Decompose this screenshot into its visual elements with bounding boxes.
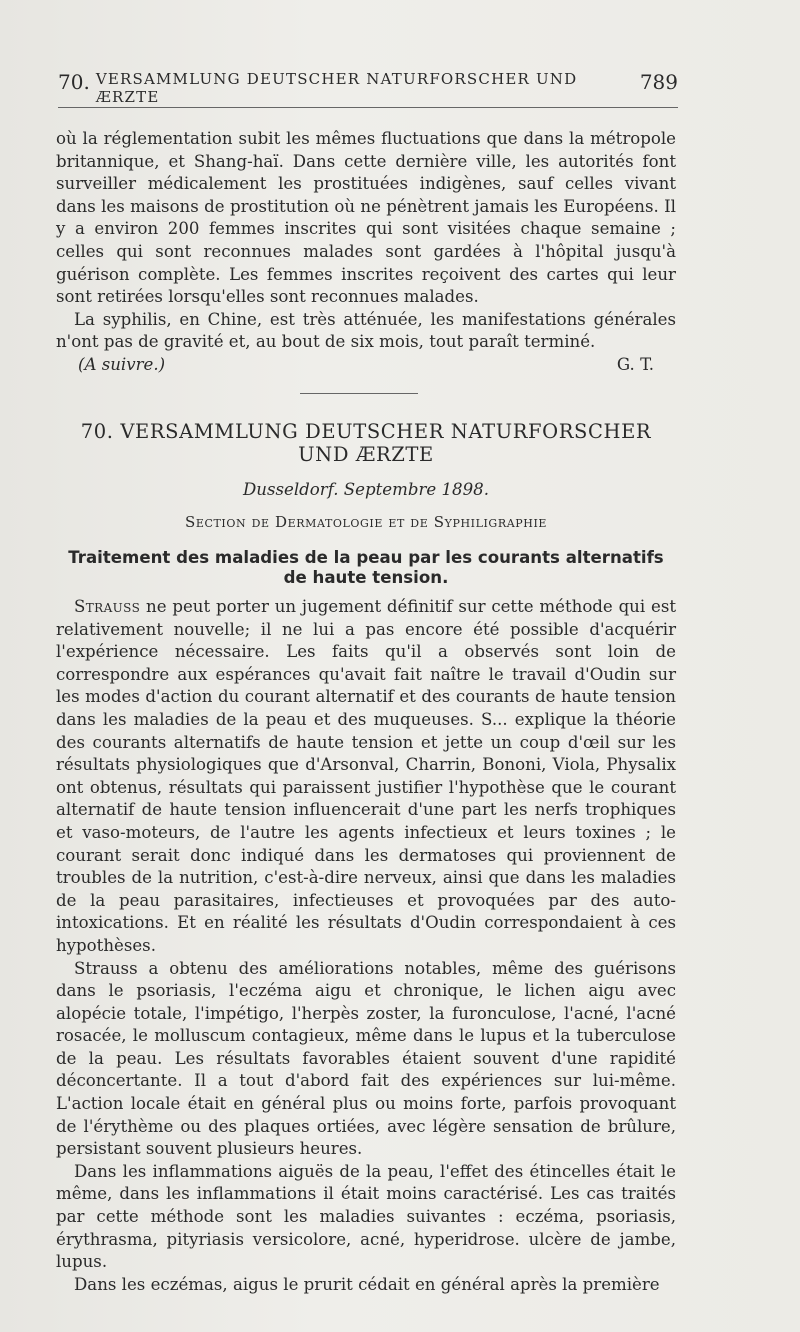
- body-paragraph-4: Dans les eczémas, aigus le prurit cédait en général après la première: [74, 1274, 660, 1294]
- article-title: 70. VERSAMMLUNG DEUTSCHER NATURFORSCHER UND ÆRZTE: [80, 420, 652, 466]
- body-paragraph-1-text: ne peut porter un jugement définitif sur cette méthode qui est relativement nouvelle; il ne lui a pas encore été possible d'acquérir l'expérience nécessaire. Les faits qu'il a observés sont loin de correspondre aux espérances qu'avait fait naître le travail d'Oudin sur les modes d'action du courant alternatif et des courants de haute tension dans les maladies de la peau et des muqueuses. S... explique la théorie des courants alternatifs de haute tension et jette un coup d'œil sur les résultats physiologiques que d'Arsonval, Charrin, Bononi, Viola, Physalix ont obtenus, résultats qui paraissent justifier l'hypothèse que le courant alternatif de haute tension influencerait d'une part les nerfs trophiques et vaso-moteurs, de l'autre les agents infectieux et leurs toxines ; le courant serait donc indiqué dans les dermatoses qui proviennent de troubles de la nutrition, c'est-à-dire nerveux, ainsi que dans les maladies de la peau parasitaires, infectieuses et provoquées par des auto-intoxications. Et en réalité les résultats d'Oudin correspondaient à ces hypothèses.: [56, 597, 676, 955]
- body-paragraph-3: Dans les inflammations aiguës de la peau, l'effet des étincelles était le même, dans les inflammations il était moins caractérisé. Les cas traités par cette méthode sont les maladies suivantes : eczéma, psoriasis, érythrasma, pityriasis versicolore, acné, hyperidrose. ulcère de jambe, lupus.: [56, 1161, 676, 1272]
- closing-line: [56, 354, 676, 377]
- article-body: [56, 596, 676, 1296]
- page-number: 789: [639, 70, 678, 94]
- section-separator-rule: [300, 393, 418, 394]
- header-rule: [58, 107, 678, 108]
- header-running-title: VERSAMMLUNG DEUTSCHER NATURFORSCHER UND ÆRZTE: [95, 70, 578, 106]
- previous-paragraph-1: où la réglementation subit les mêmes fluctuations que dans la métropole britannique, et Shang-haï. Dans cette dernière ville, les autorités font surveiller médicalement les prostituées indigènes, sauf celles vivant dans les maisons de prostitution où ne pénètrent jamais les Européens. Il y a environ 200 femmes inscrites qui sont visitées chaque semaine ; celles qui sont reconnues malades sont gardées à l'hôpital jusqu'à guérison complète. Les femmes inscrites reçoivent des cartes qui leur sont retirées lorsqu'elles sont reconnues malades.: [56, 129, 676, 307]
- to-be-continued: (A suivre.): [78, 354, 166, 374]
- body-paragraph-2: Strauss a obtenu des améliorations notables, même des guérisons dans le psoriasis, l'eczéma aigu et chronique, le lichen aigu avec alopécie totale, l'impétigo, l'herpès zoster, la furonculose, l'acné, l'acné rosacée, le molluscum contagieux, même dans le lupus et la tuberculose de la peau. Les résultats favorables étaient souvent d'une rapidité déconcertante. Il a tout d'abord fait des expériences sur lui-même. L'action locale était en général plus ou moins forte, parfois provoquant de l'érythème ou des plaques ortiées, avec légère sensation de brûlure, persistant souvent plusieurs heures.: [56, 958, 676, 1159]
- running-head: [58, 70, 678, 106]
- body-paragraph-1: [56, 596, 676, 958]
- header-issue-number: 70.: [58, 70, 90, 94]
- article-subtitle: Traitement des maladies de la peau par les courants alternatifs de haute tension.: [68, 548, 664, 587]
- previous-article-text: [56, 128, 676, 377]
- previous-paragraph-2: La syphilis, en Chine, est très atténuée, les manifestations générales n'ont pas de gravité et, au bout de six mois, tout paraît terminé.: [56, 309, 676, 352]
- author-name: Strauss: [74, 597, 141, 616]
- article-place-date: Dusseldorf. Septembre 1898.: [243, 480, 489, 499]
- article-section: Section de Dermatologie et de Syphiligraphie: [184, 513, 548, 531]
- author-signature: G. T.: [616, 354, 654, 374]
